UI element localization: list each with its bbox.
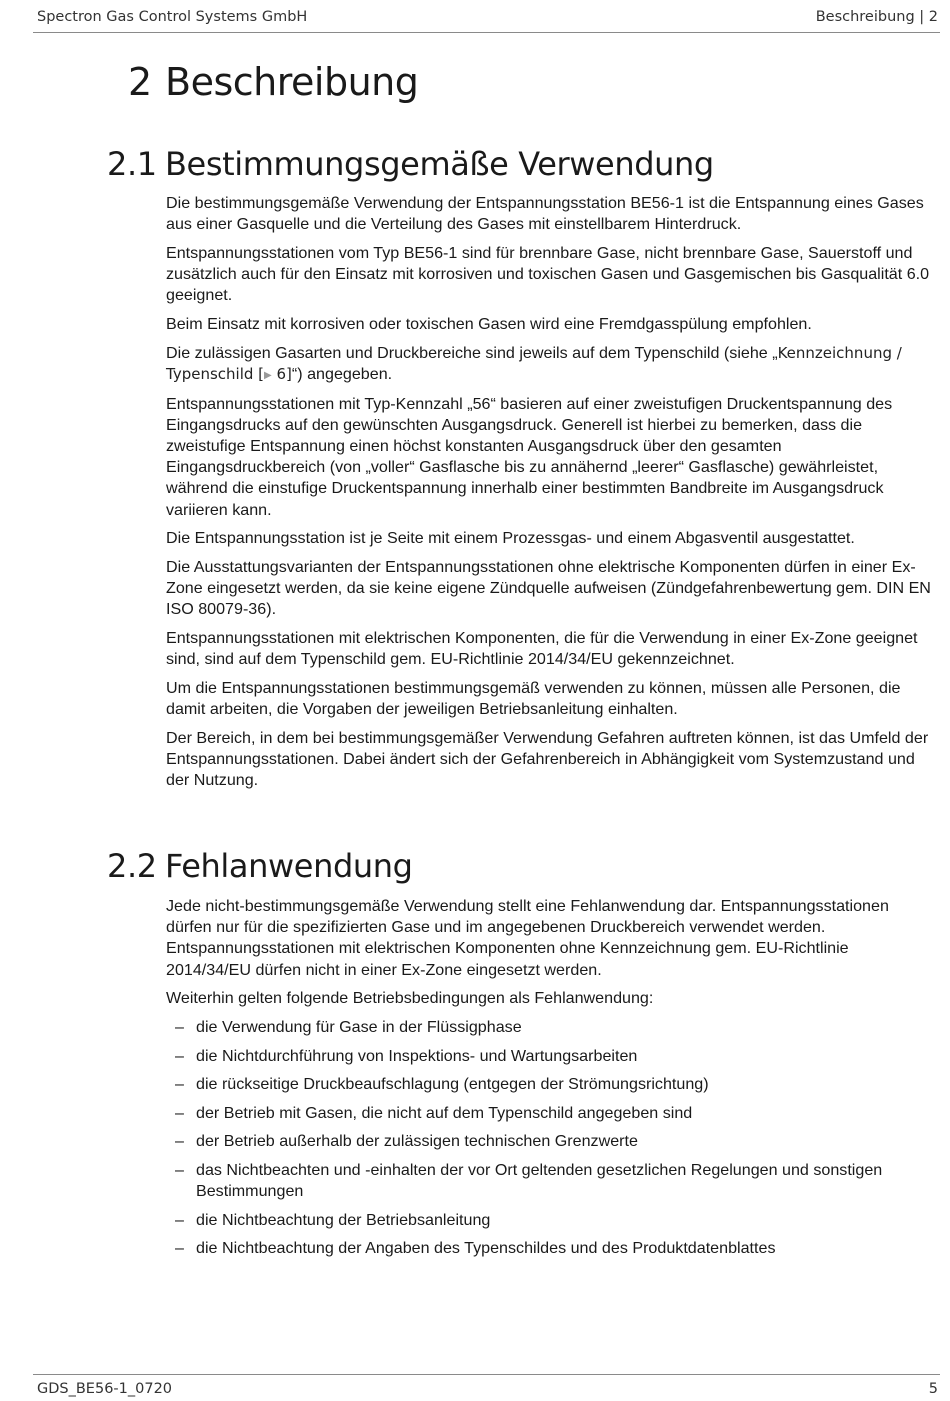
- chapter-title-text: Beschreibung: [165, 60, 419, 104]
- list-item: [166, 1160, 936, 1202]
- paragraph: Die bestimmungsgemäße Verwendung der Entspannungsstation BE56-1 ist die Entspannung eines Gases aus einer Gasquelle und die Verteilung des Gases mit einstellbarem Hinterdruck.: [166, 194, 924, 234]
- typeplate-text-before: Die zulässigen Gasarten und Druckbereiche sind jeweils auf dem Typenschild (siehe „: [166, 343, 778, 362]
- dash-bullet-icon: –: [175, 1239, 184, 1258]
- paragraph: Die Entspannungsstation ist je Seite mit einem Prozessgas- und einem Abgasventil ausgestattet.: [166, 529, 855, 548]
- typeplate-text-after: “) angegeben.: [291, 364, 393, 383]
- footer-document-id: GDS_BE56-1_0720: [37, 1381, 173, 1397]
- dash-bullet-icon: –: [175, 1046, 184, 1065]
- dash-bullet-icon: –: [175, 1018, 184, 1037]
- paragraph: Jede nicht-bestimmungsgemäße Verwendung stellt eine Fehlanwendung dar. Entspannungsstationen dürfen nur für die spezifizierten Gase und im angegebenen Druckbereich verwendet werden. Entspannungsstationen mit elektrischen Komponenten ohne Kennzeichnung gem. EU-Richtlinie 2014/34/EU dürfen nicht in einer Ex-Zone eingesetzt werden.: [166, 897, 889, 979]
- misuse-list: [166, 1017, 936, 1260]
- page-footer: [33, 1374, 940, 1401]
- chapter-number: 2: [128, 60, 152, 104]
- list-item: [166, 1046, 936, 1067]
- header-chapter-ref: Beschreibung | 2: [815, 9, 938, 25]
- dash-bullet-icon: –: [175, 1075, 184, 1094]
- paragraph-typeplate-reference: [166, 343, 936, 386]
- paragraph: Weiterhin gelten folgende Betriebsbedingungen als Fehlanwendung:: [166, 989, 654, 1008]
- paragraph: Der Bereich, in dem bei bestimmungsgemäßer Verwendung Gefahren auftreten können, ist das Umfeld der Entspannungsstationen. Dabei ändert sich der Gefahrenbereich in Abhängigkeit vom Systemzustand und der Nutzung.: [166, 728, 929, 790]
- list-item-text: der Betrieb mit Gasen, die nicht auf dem Typenschild angegeben sind: [196, 1103, 693, 1122]
- section-title-misuse: [107, 847, 413, 885]
- chapter-title: [128, 60, 418, 104]
- section-body-misuse: [166, 896, 936, 1267]
- section-body-intended-use: [166, 193, 936, 799]
- list-item-text: die Nichtdurchführung von Inspektions- und Wartungsarbeiten: [196, 1046, 638, 1065]
- page-header: [33, 8, 940, 33]
- list-item: [166, 1210, 936, 1231]
- list-item: [166, 1074, 936, 1095]
- footer-page-number: 5: [928, 1381, 938, 1397]
- paragraph: Entspannungsstationen mit Typ-Kennzahl „56“ basieren auf einer zweistufigen Druckentspannung des Eingangsdrucks auf den gewünschten Ausgangsdruck. Generell ist hierbei zu bemerken, dass die zweistufige Entspannung einen höchst konstanten Ausgangsdruck über den gesamten Eingangsdruckbereich (von „voller“ Gasflasche bis zu annähernd „leerer“ Gasflasche) gewährleistet, während die einstufige Druckentspannung innerhalb einer bestimmten Bandbreite im Ausgangsdruck variieren kann.: [166, 394, 893, 519]
- dash-bullet-icon: –: [175, 1160, 184, 1179]
- paragraph: Entspannungsstationen vom Typ BE56-1 sind für brennbare Gase, nicht brennbare Gase, Sauerstoff und zusätzlich auch für den Einsatz mit korrosiven und toxischen Gasen und Gasgemischen bis Gasqualität 6.0 geeignet.: [166, 243, 930, 305]
- dash-bullet-icon: –: [175, 1210, 184, 1229]
- list-item-text: die rückseitige Druckbeaufschlagung (entgegen der Strömungsrichtung): [196, 1075, 709, 1094]
- dash-bullet-icon: –: [175, 1103, 184, 1122]
- section-number: 2.1: [107, 145, 157, 183]
- header-company: Spectron Gas Control Systems GmbH: [37, 9, 308, 25]
- list-item-text: das Nichtbeachten und -einhalten der vor Ort geltenden gesetzlichen Regelungen und sonstigen Bestimmungen: [196, 1160, 883, 1201]
- paragraph: Die Ausstattungsvarianten der Entspannungsstationen ohne elektrische Komponenten dürfen in einer Ex-Zone eingesetzt werden, da sie keine eigene Zündquelle aufweisen (Zündgefahrenbewertung gem. DIN EN ISO 80079-36).: [166, 558, 931, 619]
- dash-bullet-icon: –: [175, 1132, 184, 1151]
- page-reference-arrow-icon: ▶: [264, 369, 272, 381]
- section-number: 2.2: [107, 847, 157, 885]
- section-title-text: Bestimmungsgemäße Verwendung: [165, 145, 714, 183]
- paragraph: Entspannungsstationen mit elektrischen Komponenten, die für die Verwendung in einer Ex-Zone geeignet sind, sind auf dem Typenschild gem. EU-Richtlinie 2014/34/EU gekennzeichnet.: [166, 629, 918, 669]
- list-item: [166, 1131, 936, 1152]
- section-title-text: Fehlanwendung: [165, 847, 413, 885]
- list-item: [166, 1017, 936, 1038]
- list-item-text: die Nichtbeachtung der Angaben des Typenschildes und des Produktdatenblattes: [196, 1239, 776, 1258]
- list-item: [166, 1103, 936, 1124]
- cross-reference-page: 6]: [276, 364, 292, 383]
- list-item-text: die Nichtbeachtung der Betriebsanleitung: [196, 1210, 491, 1229]
- section-title-intended-use: [107, 145, 714, 183]
- cross-reference-text: Kennzeichnung / Typenschild [: [166, 343, 902, 383]
- paragraph: Um die Entspannungsstationen bestimmungsgemäß verwenden zu können, müssen alle Personen, die damit arbeiten, die Vorgaben der jeweiligen Betriebsanleitung einhalten.: [166, 679, 901, 719]
- list-item-text: die Verwendung für Gase in der Flüssigphase: [196, 1018, 522, 1037]
- paragraph: Beim Einsatz mit korrosiven oder toxischen Gasen wird eine Fremdgasspülung empfohlen.: [166, 315, 812, 334]
- list-item: [166, 1238, 936, 1259]
- list-item-text: der Betrieb außerhalb der zulässigen technischen Grenzwerte: [196, 1132, 638, 1151]
